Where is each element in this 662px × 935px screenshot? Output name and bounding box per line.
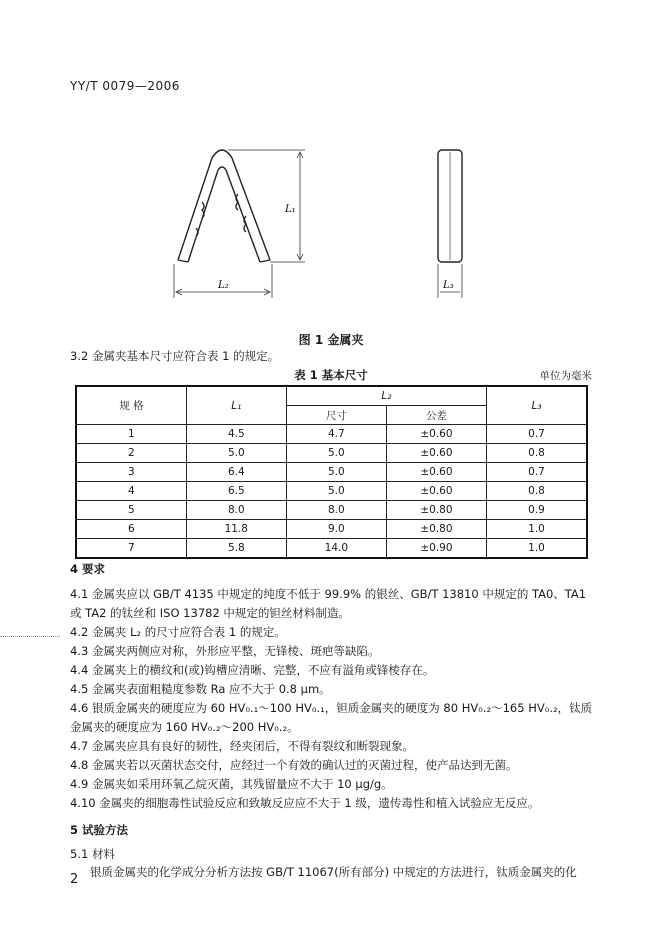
cell-l3: 0.7 <box>487 463 587 482</box>
header-tolerance: 公差 <box>386 406 486 425</box>
header-l2: L₂ <box>286 386 486 406</box>
cell-tolerance: ±0.60 <box>386 444 486 463</box>
cell-spec: 1 <box>76 425 186 444</box>
cell-l3: 1.0 <box>487 520 587 539</box>
cell-l1: 11.8 <box>186 520 286 539</box>
cell-size: 9.0 <box>286 520 386 539</box>
cell-l3: 0.9 <box>487 501 587 520</box>
cell-l3: 0.7 <box>487 425 587 444</box>
para-4-1-line-1: 4.1 金属夹应以 GB/T 4135 中规定的纯度不低于 99.9% 的银丝、GB/T 13810 中规定的 TA0、TA1 <box>70 587 587 601</box>
header-l3: L₃ <box>487 386 587 425</box>
label-l3: L₃ <box>443 280 454 291</box>
para-4-4: 4.4 金属夹上的横纹和(或)钩槽应清晰、完整，不应有溢角或锋棱存在。 <box>70 663 435 677</box>
para-4-9: 4.9 金属夹如采用环氧乙烷灭菌，其残留量应不大于 10 μg/g。 <box>70 777 393 791</box>
table-caption: 表 1 基本尺寸 <box>294 368 368 382</box>
section-4-title: 4 要求 <box>70 562 106 576</box>
page-number: 2 <box>70 872 79 887</box>
cell-l1: 5.0 <box>186 444 286 463</box>
para-4-6-line-1: 4.6 银质金属夹的硬度应为 60 HV₀.₁～100 HV₀.₁，钽质金属夹的硬度为 80 HV₀.₂～165 HV₀.₂，钛质 <box>70 701 593 715</box>
cell-tolerance: ±0.80 <box>386 501 486 520</box>
cell-tolerance: ±0.60 <box>386 482 486 501</box>
header-l1: L₁ <box>186 386 286 425</box>
para-4-10: 4.10 金属夹的细胞毒性试验反应和致敏反应应不大于 1 级，遗传毒性和植入试验应无反应。 <box>70 796 540 810</box>
table-row <box>76 501 587 520</box>
cell-spec: 7 <box>76 539 186 559</box>
para-5-1: 银质金属夹的化学成分分析方法按 GB/T 11067(所有部分) 中规定的方法进行，钛质金属夹的化 <box>90 865 577 879</box>
cell-size: 14.0 <box>286 539 386 559</box>
table-row <box>76 444 587 463</box>
cell-spec: 5 <box>76 501 186 520</box>
cell-l1: 4.5 <box>186 425 286 444</box>
section-5-title: 5 试验方法 <box>70 823 129 837</box>
table-row <box>76 520 587 539</box>
dimensions-table <box>75 385 588 559</box>
para-4-6-line-2: 金属夹的硬度应为 160 HV₀.₂～200 HV₀.₂。 <box>70 720 299 734</box>
cell-tolerance: ±0.60 <box>386 463 486 482</box>
header-size: 尺寸 <box>286 406 386 425</box>
cell-tolerance: ±0.90 <box>386 539 486 559</box>
cell-tolerance: ±0.60 <box>386 425 486 444</box>
cell-spec: 3 <box>76 463 186 482</box>
standard-id: YY/T 0079—2006 <box>70 79 180 93</box>
para-4-8: 4.8 金属夹若以灭菌状态交付，应经过一个有效的确认过的灭菌过程，使产品达到无菌。 <box>70 758 518 772</box>
table-row <box>76 539 587 559</box>
clip-side-view <box>178 150 270 262</box>
para-3-2: 3.2 金属夹基本尺寸应符合表 1 的规定。 <box>70 349 280 363</box>
cell-size: 5.0 <box>286 444 386 463</box>
cell-size: 4.7 <box>286 425 386 444</box>
table-row <box>76 482 587 501</box>
cell-size: 5.0 <box>286 482 386 501</box>
label-l2: L₂ <box>218 280 229 291</box>
cell-l1: 6.5 <box>186 482 286 501</box>
table-row <box>76 425 587 444</box>
cell-tolerance: ±0.80 <box>386 520 486 539</box>
cell-l1: 5.8 <box>186 539 286 559</box>
cell-spec: 4 <box>76 482 186 501</box>
label-l1: L₁ <box>285 204 296 215</box>
cell-l1: 8.0 <box>186 501 286 520</box>
para-4-7: 4.7 金属夹应具有良好的韧性，经夹闭后，不得有裂纹和断裂现象。 <box>70 739 414 753</box>
table-header-row <box>76 386 587 406</box>
cell-l3: 0.8 <box>487 482 587 501</box>
para-4-2: 4.2 金属夹 L₂ 的尺寸应符合表 1 的规定。 <box>70 625 286 639</box>
cell-l3: 1.0 <box>487 539 587 559</box>
para-4-1-line-2: 或 TA2 的钛丝和 ISO 13782 中规定的钽丝材料制造。 <box>70 606 350 620</box>
clip-end-view <box>438 150 462 262</box>
figure-1-drawing <box>150 140 490 300</box>
cell-size: 8.0 <box>286 501 386 520</box>
cell-spec: 2 <box>76 444 186 463</box>
section-5-1-title: 5.1 材料 <box>70 847 115 861</box>
cell-l3: 0.8 <box>487 444 587 463</box>
header-spec: 规 格 <box>76 386 186 425</box>
figure-caption: 图 1 金属夹 <box>298 333 364 347</box>
table-row <box>76 463 587 482</box>
para-4-3: 4.3 金属夹两侧应对称，外形应平整，无锋棱、斑疤等缺陷。 <box>70 644 380 658</box>
cell-spec: 6 <box>76 520 186 539</box>
table-unit-note: 单位为毫米 <box>539 370 592 382</box>
margin-dotted-line <box>0 636 60 637</box>
cell-size: 5.0 <box>286 463 386 482</box>
para-4-5: 4.5 金属夹表面粗糙度参数 Ra 应不大于 0.8 μm。 <box>70 682 331 696</box>
cell-l1: 6.4 <box>186 463 286 482</box>
